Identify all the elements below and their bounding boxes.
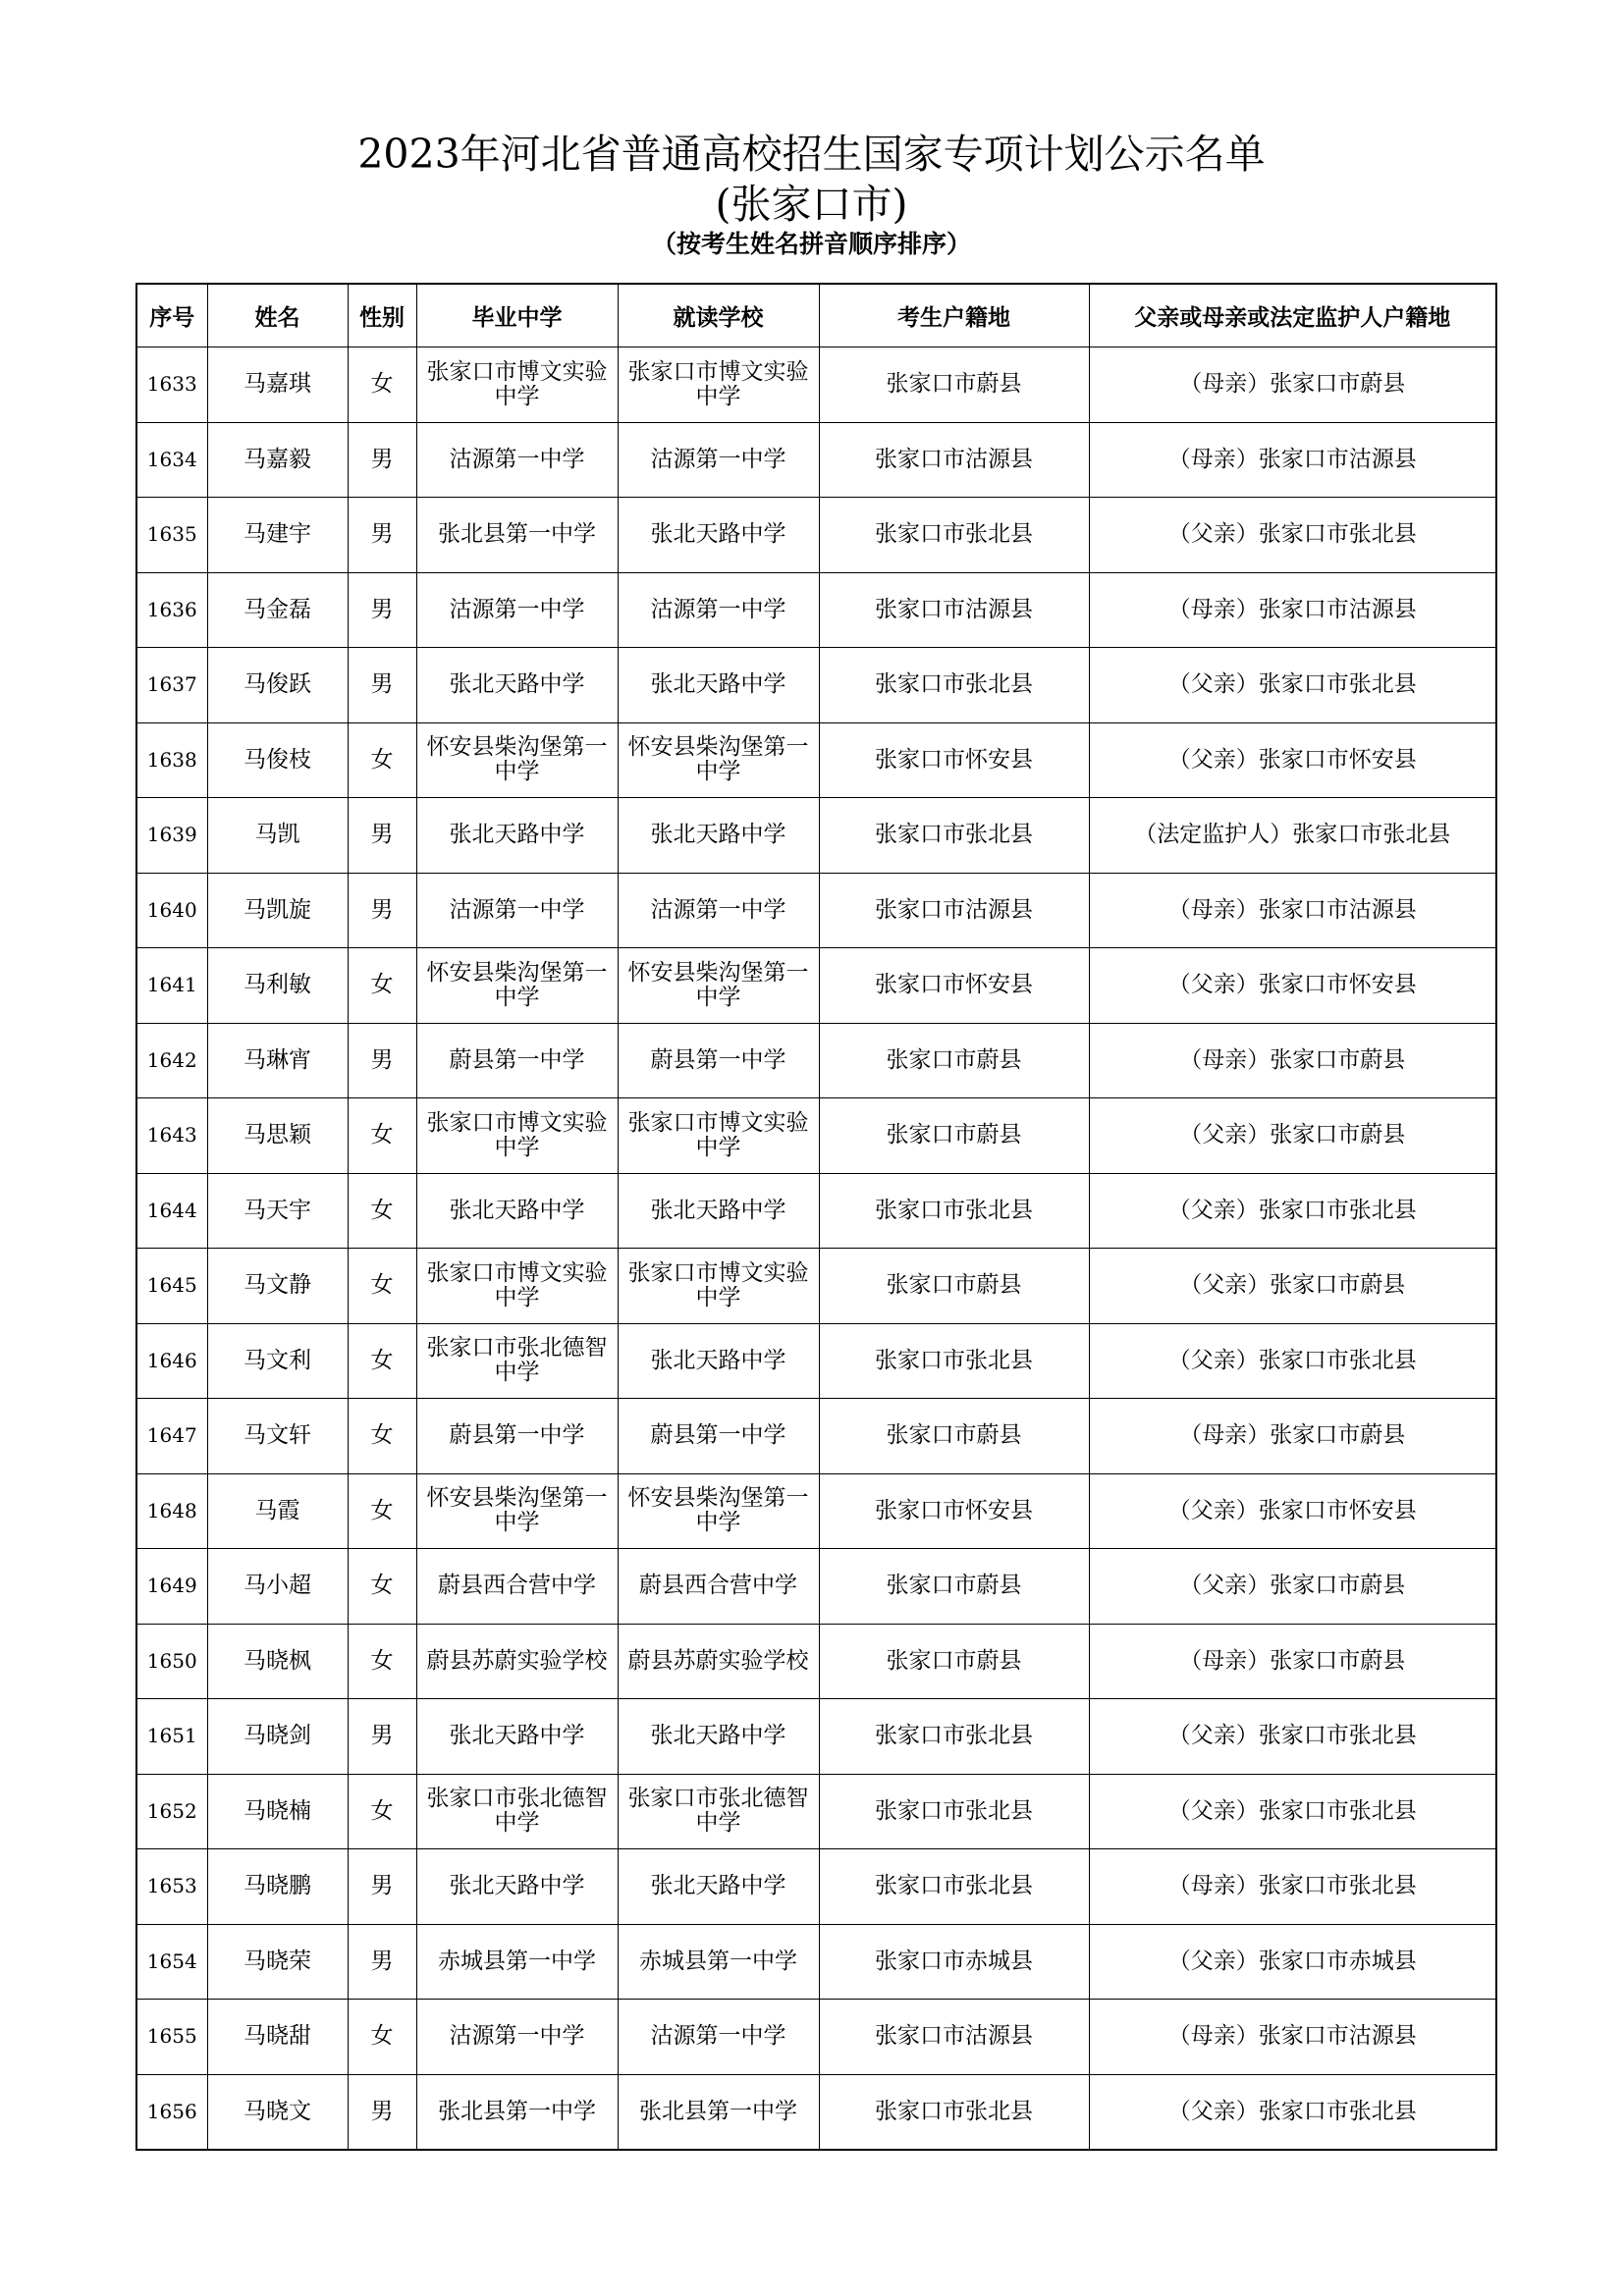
cell-study-school: 张家口市张北德智中学 xyxy=(618,1774,819,1849)
guardian-hukou: 张家口市沽源县 xyxy=(1258,896,1417,923)
guardian-role: 父亲 xyxy=(1190,746,1236,773)
cell-name: 马琳宵 xyxy=(207,1023,348,1098)
table-row xyxy=(136,1249,1496,1324)
cell-gender: 男 xyxy=(348,1924,416,2000)
guardian-role: 父亲 xyxy=(1202,1573,1248,1599)
table-row xyxy=(136,1399,1496,1474)
guardian-hukou: 张家口市蔚县 xyxy=(1270,1272,1406,1299)
guardian-hukou: 张家口市张北县 xyxy=(1258,671,1417,698)
cell-guardian: （母亲）张家口市蔚县 xyxy=(1089,1399,1496,1474)
guardian-role: 母亲 xyxy=(1190,596,1236,622)
guardian-role: 母亲 xyxy=(1202,1647,1248,1674)
cell-study-school: 张北天路中学 xyxy=(618,1849,819,1925)
cell-gender: 女 xyxy=(348,1774,416,1849)
cell-name: 马晓甜 xyxy=(207,2000,348,2075)
cell-guardian: （父亲）张家口市蔚县 xyxy=(1089,1549,1496,1625)
cell-name: 马天宇 xyxy=(207,1173,348,1249)
cell-gender: 男 xyxy=(348,1699,416,1775)
guardian-hukou: 张家口市蔚县 xyxy=(1270,1647,1406,1674)
cell-grad-school: 张家口市博文实验中学 xyxy=(416,1249,618,1324)
cell-study-school: 张北天路中学 xyxy=(618,1173,819,1249)
cell-study-school: 沽源第一中学 xyxy=(618,572,819,648)
table-row xyxy=(136,648,1496,723)
cell-guardian: （法定监护人）张家口市张北县 xyxy=(1089,798,1496,874)
cell-guardian: （父亲）张家口市张北县 xyxy=(1089,2074,1496,2150)
cell-hukou: 张家口市蔚县 xyxy=(819,347,1089,423)
cell-name: 马利敏 xyxy=(207,948,348,1024)
cell-guardian: （父亲）张家口市蔚县 xyxy=(1089,1249,1496,1324)
guardian-role: 母亲 xyxy=(1202,371,1248,398)
cell-gender: 男 xyxy=(348,572,416,648)
cell-guardian: （母亲）张家口市蔚县 xyxy=(1089,1023,1496,1098)
cell-guardian: （父亲）张家口市张北县 xyxy=(1089,1323,1496,1399)
cell-hukou: 张家口市张北县 xyxy=(819,1173,1089,1249)
guardian-role: 父亲 xyxy=(1190,521,1236,548)
cell-hukou: 张家口市张北县 xyxy=(819,1849,1089,1925)
guardian-role: 父亲 xyxy=(1190,1948,1236,1974)
cell-study-school: 张家口市博文实验中学 xyxy=(618,1249,819,1324)
table-row xyxy=(136,2000,1496,2075)
cell-gender: 男 xyxy=(348,1849,416,1925)
cell-guardian: （父亲）张家口市怀安县 xyxy=(1089,1473,1496,1549)
cell-no: 1649 xyxy=(136,1549,207,1625)
cell-no: 1635 xyxy=(136,498,207,573)
cell-hukou: 张家口市张北县 xyxy=(819,648,1089,723)
guardian-hukou: 张家口市张北县 xyxy=(1258,521,1417,548)
guardian-hukou: 张家口市张北县 xyxy=(1258,1723,1417,1749)
cell-name: 马建宇 xyxy=(207,498,348,573)
cell-grad-school: 怀安县柴沟堡第一中学 xyxy=(416,1473,618,1549)
table-row xyxy=(136,572,1496,648)
cell-gender: 男 xyxy=(348,498,416,573)
cell-grad-school: 蔚县第一中学 xyxy=(416,1399,618,1474)
cell-gender: 女 xyxy=(348,1098,416,1174)
cell-name: 马晓荣 xyxy=(207,1924,348,2000)
cell-hukou: 张家口市沽源县 xyxy=(819,422,1089,498)
guardian-hukou: 张家口市沽源县 xyxy=(1258,596,1417,622)
cell-gender: 女 xyxy=(348,1323,416,1399)
table-row xyxy=(136,1699,1496,1775)
table-row xyxy=(136,1774,1496,1849)
cell-name: 马文轩 xyxy=(207,1399,348,1474)
cell-name: 马晓楠 xyxy=(207,1774,348,1849)
guardian-hukou: 张家口市张北县 xyxy=(1258,2098,1417,2124)
guardian-role: 父亲 xyxy=(1190,1347,1236,1373)
cell-grad-school: 蔚县苏蔚实验学校 xyxy=(416,1624,618,1699)
cell-no: 1653 xyxy=(136,1849,207,1925)
cell-no: 1648 xyxy=(136,1473,207,1549)
cell-guardian: （父亲）张家口市怀安县 xyxy=(1089,948,1496,1024)
cell-name: 马文静 xyxy=(207,1249,348,1324)
cell-guardian: （母亲）张家口市沽源县 xyxy=(1089,2000,1496,2075)
cell-hukou: 张家口市怀安县 xyxy=(819,1473,1089,1549)
cell-study-school: 张北天路中学 xyxy=(618,648,819,723)
guardian-role: 父亲 xyxy=(1190,2098,1236,2124)
cell-guardian: （母亲）张家口市沽源县 xyxy=(1089,572,1496,648)
guardian-hukou: 张家口市赤城县 xyxy=(1258,1948,1417,1974)
header-guardian-hukou: 父亲或母亲或法定监护人户籍地 xyxy=(1089,284,1496,347)
cell-hukou: 张家口市张北县 xyxy=(819,1699,1089,1775)
guardian-hukou: 张家口市蔚县 xyxy=(1270,1422,1406,1449)
cell-name: 马晓枫 xyxy=(207,1624,348,1699)
cell-no: 1636 xyxy=(136,572,207,648)
cell-no: 1643 xyxy=(136,1098,207,1174)
cell-no: 1651 xyxy=(136,1699,207,1775)
cell-study-school: 蔚县苏蔚实验学校 xyxy=(618,1624,819,1699)
cell-gender: 女 xyxy=(348,1624,416,1699)
table-header xyxy=(136,284,1496,347)
cell-study-school: 蔚县第一中学 xyxy=(618,1023,819,1098)
cell-gender: 女 xyxy=(348,948,416,1024)
cell-gender: 男 xyxy=(348,2074,416,2150)
cell-study-school: 赤城县第一中学 xyxy=(618,1924,819,2000)
cell-study-school: 张北县第一中学 xyxy=(618,2074,819,2150)
guardian-hukou: 张家口市蔚县 xyxy=(1270,1122,1406,1148)
header-no: 序号 xyxy=(136,284,207,347)
cell-no: 1638 xyxy=(136,722,207,798)
cell-no: 1637 xyxy=(136,648,207,723)
cell-gender: 男 xyxy=(348,1023,416,1098)
cell-hukou: 张家口市蔚县 xyxy=(819,1549,1089,1625)
header-hukou: 考生户籍地 xyxy=(819,284,1089,347)
guardian-role: 父亲 xyxy=(1190,1197,1236,1223)
cell-guardian: （母亲）张家口市蔚县 xyxy=(1089,1624,1496,1699)
table-row xyxy=(136,1924,1496,2000)
guardian-hukou: 张家口市张北县 xyxy=(1258,1797,1417,1824)
cell-grad-school: 张北县第一中学 xyxy=(416,2074,618,2150)
cell-study-school: 张家口市博文实验中学 xyxy=(618,1098,819,1174)
cell-grad-school: 沽源第一中学 xyxy=(416,422,618,498)
cell-study-school: 蔚县西合营中学 xyxy=(618,1549,819,1625)
cell-no: 1641 xyxy=(136,948,207,1024)
cell-hukou: 张家口市张北县 xyxy=(819,1774,1089,1849)
cell-no: 1656 xyxy=(136,2074,207,2150)
cell-grad-school: 沽源第一中学 xyxy=(416,2000,618,2075)
cell-grad-school: 蔚县第一中学 xyxy=(416,1023,618,1098)
guardian-role: 父亲 xyxy=(1202,1122,1248,1148)
cell-study-school: 沽源第一中学 xyxy=(618,2000,819,2075)
cell-grad-school: 沽源第一中学 xyxy=(416,873,618,948)
header-gender: 性别 xyxy=(348,284,416,347)
cell-guardian: （父亲）张家口市张北县 xyxy=(1089,648,1496,723)
cell-study-school: 怀安县柴沟堡第一中学 xyxy=(618,1473,819,1549)
header-row xyxy=(136,284,1496,347)
cell-study-school: 沽源第一中学 xyxy=(618,873,819,948)
cell-name: 马晓鹏 xyxy=(207,1849,348,1925)
cell-hukou: 张家口市张北县 xyxy=(819,498,1089,573)
table-row xyxy=(136,1624,1496,1699)
cell-hukou: 张家口市沽源县 xyxy=(819,2000,1089,2075)
cell-name: 马晓剑 xyxy=(207,1699,348,1775)
guardian-role: 母亲 xyxy=(1190,2023,1236,2050)
cell-hukou: 张家口市蔚县 xyxy=(819,1098,1089,1174)
cell-study-school: 怀安县柴沟堡第一中学 xyxy=(618,948,819,1024)
guardian-role: 父亲 xyxy=(1190,1723,1236,1749)
table-row xyxy=(136,498,1496,573)
cell-grad-school: 张北天路中学 xyxy=(416,1173,618,1249)
cell-name: 马文利 xyxy=(207,1323,348,1399)
cell-name: 马嘉毅 xyxy=(207,422,348,498)
cell-no: 1642 xyxy=(136,1023,207,1098)
guardian-hukou: 张家口市蔚县 xyxy=(1270,371,1406,398)
cell-name: 马霞 xyxy=(207,1473,348,1549)
cell-grad-school: 张北天路中学 xyxy=(416,648,618,723)
guardian-hukou: 张家口市张北县 xyxy=(1258,1197,1417,1223)
guardian-hukou: 张家口市沽源县 xyxy=(1258,2023,1417,2050)
cell-study-school: 张北天路中学 xyxy=(618,798,819,874)
cell-no: 1652 xyxy=(136,1774,207,1849)
guardian-role: 法定监护人 xyxy=(1157,822,1271,848)
cell-study-school: 沽源第一中学 xyxy=(618,422,819,498)
cell-gender: 女 xyxy=(348,347,416,423)
cell-guardian: （父亲）张家口市张北县 xyxy=(1089,1173,1496,1249)
cell-guardian: （父亲）张家口市张北县 xyxy=(1089,1699,1496,1775)
cell-grad-school: 沽源第一中学 xyxy=(416,572,618,648)
cell-hukou: 张家口市张北县 xyxy=(819,1323,1089,1399)
cell-hukou: 张家口市赤城县 xyxy=(819,1924,1089,2000)
table-row xyxy=(136,1023,1496,1098)
cell-hukou: 张家口市沽源县 xyxy=(819,873,1089,948)
table-row xyxy=(136,1323,1496,1399)
cell-no: 1646 xyxy=(136,1323,207,1399)
header-study-school: 就读学校 xyxy=(618,284,819,347)
table-row xyxy=(136,1098,1496,1174)
cell-grad-school: 张家口市博文实验中学 xyxy=(416,1098,618,1174)
cell-no: 1654 xyxy=(136,1924,207,2000)
cell-no: 1645 xyxy=(136,1249,207,1324)
table-row xyxy=(136,1849,1496,1925)
cell-name: 马凯 xyxy=(207,798,348,874)
table-row xyxy=(136,1549,1496,1625)
cell-gender: 女 xyxy=(348,1173,416,1249)
cell-no: 1647 xyxy=(136,1399,207,1474)
guardian-role: 父亲 xyxy=(1190,671,1236,698)
cell-guardian: （母亲）张家口市蔚县 xyxy=(1089,347,1496,423)
cell-gender: 女 xyxy=(348,722,416,798)
guardian-hukou: 张家口市蔚县 xyxy=(1270,1573,1406,1599)
guardian-role: 父亲 xyxy=(1190,1797,1236,1824)
cell-name: 马俊跃 xyxy=(207,648,348,723)
cell-no: 1633 xyxy=(136,347,207,423)
guardian-hukou: 张家口市张北县 xyxy=(1258,1873,1417,1899)
guardian-hukou: 张家口市沽源县 xyxy=(1258,446,1417,472)
cell-study-school: 张北天路中学 xyxy=(618,1699,819,1775)
guardian-role: 母亲 xyxy=(1190,446,1236,472)
cell-no: 1655 xyxy=(136,2000,207,2075)
table-row xyxy=(136,422,1496,498)
table-row xyxy=(136,873,1496,948)
guardian-role: 母亲 xyxy=(1190,896,1236,923)
table-row xyxy=(136,798,1496,874)
cell-study-school: 张北天路中学 xyxy=(618,498,819,573)
cell-name: 马思颖 xyxy=(207,1098,348,1174)
cell-grad-school: 怀安县柴沟堡第一中学 xyxy=(416,722,618,798)
cell-guardian: （母亲）张家口市沽源县 xyxy=(1089,422,1496,498)
guardian-hukou: 张家口市张北县 xyxy=(1258,1347,1417,1373)
table-body xyxy=(136,347,1496,2151)
table-row xyxy=(136,1173,1496,1249)
table-row xyxy=(136,1473,1496,1549)
cell-gender: 女 xyxy=(348,1549,416,1625)
cell-hukou: 张家口市张北县 xyxy=(819,2074,1089,2150)
cell-no: 1634 xyxy=(136,422,207,498)
cell-hukou: 张家口市蔚县 xyxy=(819,1399,1089,1474)
cell-hukou: 张家口市沽源县 xyxy=(819,572,1089,648)
cell-grad-school: 蔚县西合营中学 xyxy=(416,1549,618,1625)
cell-grad-school: 怀安县柴沟堡第一中学 xyxy=(416,948,618,1024)
cell-hukou: 张家口市蔚县 xyxy=(819,1023,1089,1098)
cell-name: 马俊枝 xyxy=(207,722,348,798)
cell-guardian: （父亲）张家口市蔚县 xyxy=(1089,1098,1496,1174)
cell-name: 马凯旋 xyxy=(207,873,348,948)
cell-gender: 男 xyxy=(348,873,416,948)
cell-gender: 男 xyxy=(348,422,416,498)
guardian-hukou: 张家口市怀安县 xyxy=(1258,746,1417,773)
cell-gender: 女 xyxy=(348,1249,416,1324)
guardian-hukou: 张家口市张北县 xyxy=(1292,822,1451,848)
cell-grad-school: 赤城县第一中学 xyxy=(416,1924,618,2000)
table-row xyxy=(136,948,1496,1024)
page-subtitle: (张家口市) xyxy=(715,181,908,228)
guardian-role: 父亲 xyxy=(1190,972,1236,998)
cell-no: 1644 xyxy=(136,1173,207,1249)
cell-grad-school: 张家口市张北德智中学 xyxy=(416,1774,618,1849)
cell-no: 1640 xyxy=(136,873,207,948)
guardian-hukou: 张家口市怀安县 xyxy=(1258,1497,1417,1523)
table-row xyxy=(136,2074,1496,2150)
guardian-role: 母亲 xyxy=(1202,1422,1248,1449)
cell-guardian: （父亲）张家口市怀安县 xyxy=(1089,722,1496,798)
cell-name: 马金磊 xyxy=(207,572,348,648)
cell-study-school: 张家口市博文实验中学 xyxy=(618,347,819,423)
cell-no: 1650 xyxy=(136,1624,207,1699)
cell-hukou: 张家口市怀安县 xyxy=(819,722,1089,798)
cell-guardian: （父亲）张家口市张北县 xyxy=(1089,1774,1496,1849)
cell-guardian: （父亲）张家口市赤城县 xyxy=(1089,1924,1496,2000)
cell-grad-school: 张家口市张北德智中学 xyxy=(416,1323,618,1399)
cell-grad-school: 张北天路中学 xyxy=(416,1849,618,1925)
cell-gender: 女 xyxy=(348,1473,416,1549)
cell-name: 马晓文 xyxy=(207,2074,348,2150)
cell-hukou: 张家口市蔚县 xyxy=(819,1249,1089,1324)
cell-guardian: （父亲）张家口市张北县 xyxy=(1089,498,1496,573)
guardian-role: 父亲 xyxy=(1202,1272,1248,1299)
page-title: 2023年河北省普通高校招生国家专项计划公示名单 xyxy=(357,131,1266,178)
roster-table xyxy=(135,283,1497,2151)
cell-grad-school: 张北天路中学 xyxy=(416,1699,618,1775)
cell-grad-school: 张家口市博文实验中学 xyxy=(416,347,618,423)
guardian-role: 母亲 xyxy=(1190,1873,1236,1899)
sort-note: （按考生姓名拼音顺序排序） xyxy=(651,230,971,258)
cell-hukou: 张家口市怀安县 xyxy=(819,948,1089,1024)
cell-gender: 男 xyxy=(348,648,416,723)
table-row xyxy=(136,722,1496,798)
cell-grad-school: 张北县第一中学 xyxy=(416,498,618,573)
header-name: 姓名 xyxy=(207,284,348,347)
cell-name: 马小超 xyxy=(207,1549,348,1625)
guardian-hukou: 张家口市蔚县 xyxy=(1270,1046,1406,1073)
table-row xyxy=(136,347,1496,423)
cell-guardian: （母亲）张家口市沽源县 xyxy=(1089,873,1496,948)
guardian-role: 母亲 xyxy=(1202,1046,1248,1073)
cell-study-school: 怀安县柴沟堡第一中学 xyxy=(618,722,819,798)
guardian-hukou: 张家口市怀安县 xyxy=(1258,972,1417,998)
cell-gender: 女 xyxy=(348,1399,416,1474)
cell-study-school: 张北天路中学 xyxy=(618,1323,819,1399)
cell-grad-school: 张北天路中学 xyxy=(416,798,618,874)
cell-no: 1639 xyxy=(136,798,207,874)
cell-study-school: 蔚县第一中学 xyxy=(618,1399,819,1474)
cell-hukou: 张家口市张北县 xyxy=(819,798,1089,874)
cell-name: 马嘉琪 xyxy=(207,347,348,423)
guardian-role: 父亲 xyxy=(1190,1497,1236,1523)
header-grad-school: 毕业中学 xyxy=(416,284,618,347)
cell-guardian: （母亲）张家口市张北县 xyxy=(1089,1849,1496,1925)
cell-hukou: 张家口市蔚县 xyxy=(819,1624,1089,1699)
cell-gender: 女 xyxy=(348,2000,416,2075)
cell-gender: 男 xyxy=(348,798,416,874)
